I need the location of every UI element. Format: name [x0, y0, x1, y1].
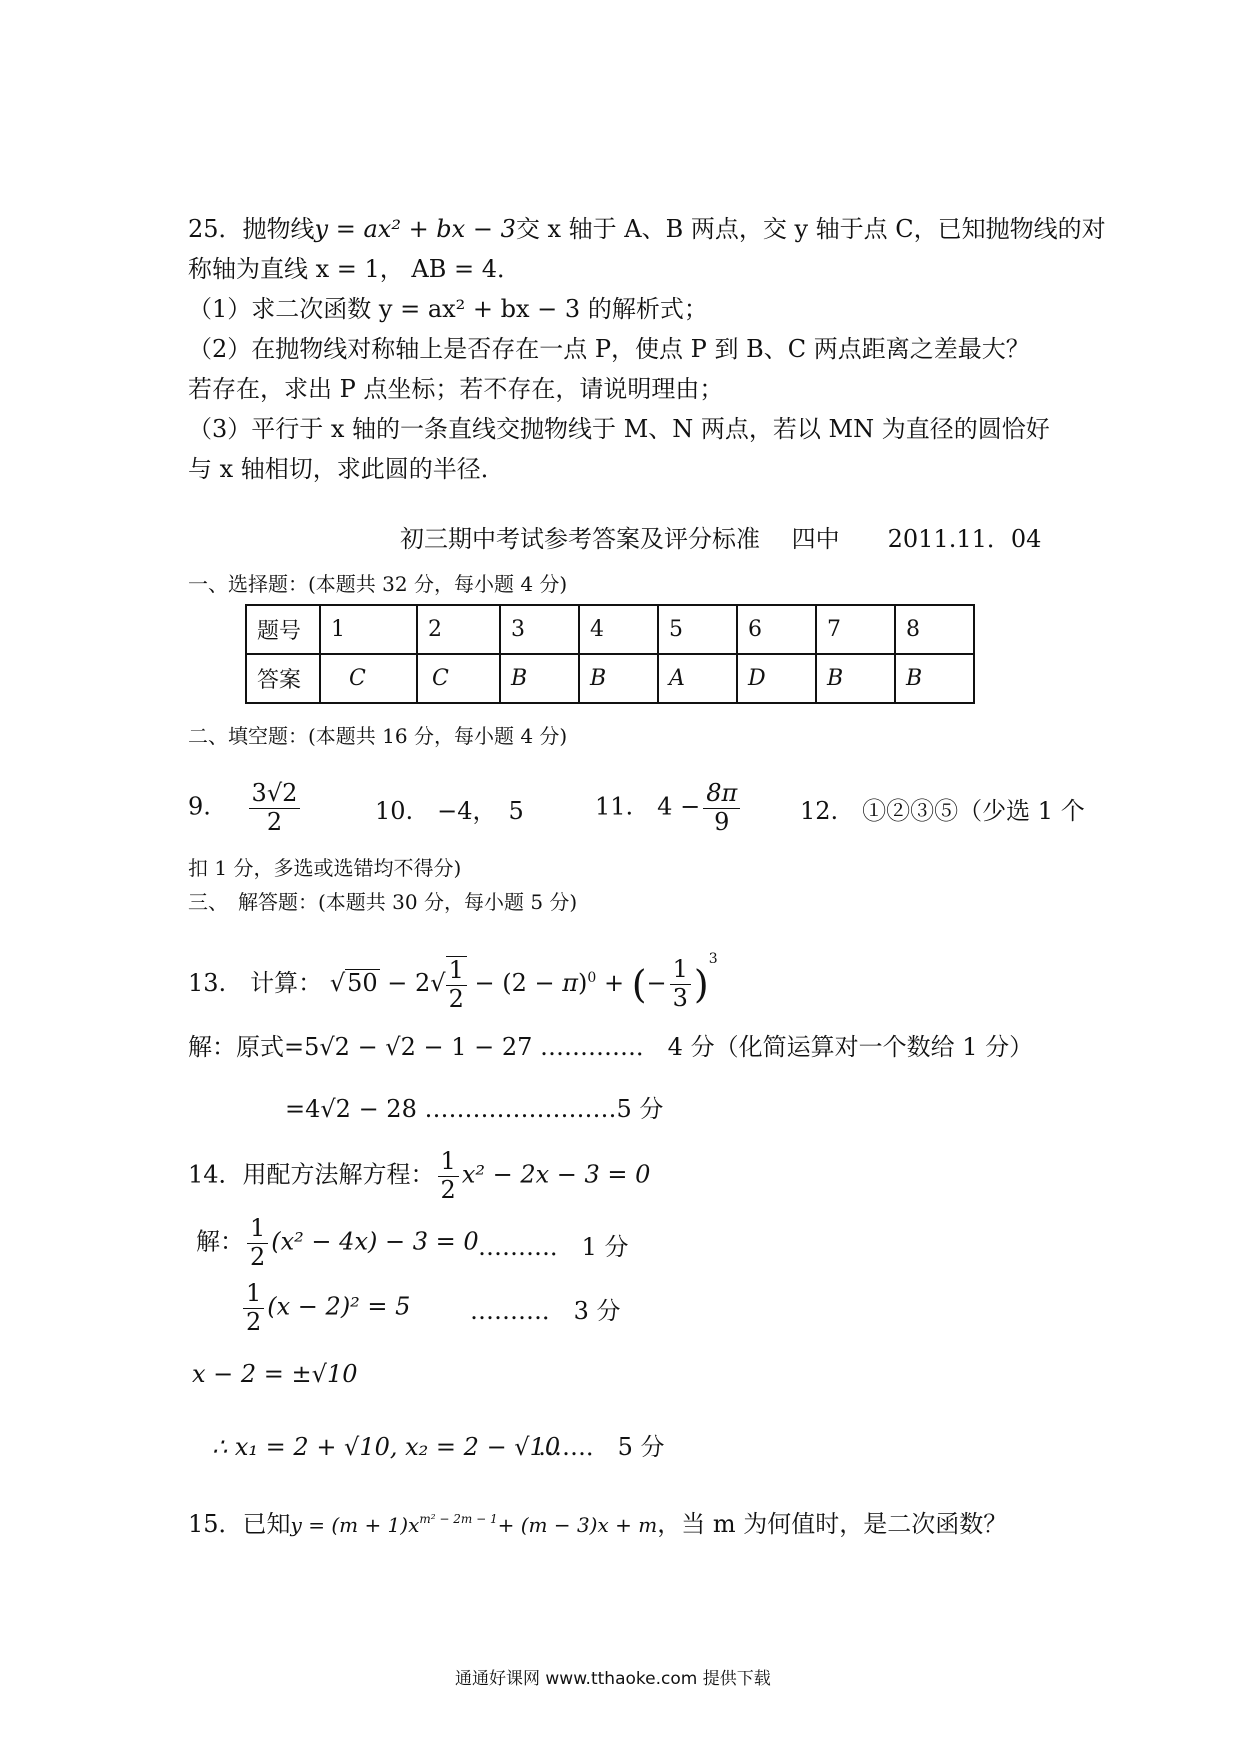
q14-step1-score: ………． 1 分 [478, 1233, 629, 1261]
q14-step3: x − 2 = ±√10 [192, 1360, 358, 1388]
section-3-heading: 三、 解答题：(本题共 30 分，每小题 5 分) [188, 890, 578, 914]
q9-numerator: 3√2 [249, 780, 301, 809]
table-cell: 4 [579, 605, 658, 654]
q14-step2-expression: (x − 2)² = 5 [267, 1292, 411, 1321]
q14-step1: 解： $\frac{1}{2}$ (x² − 4x) − 3 = 0 [196, 1214, 479, 1271]
q25-part3a: （3）平行于 x 轴的一条直线交抛物线于 M、N 两点，若以 MN 为直径的圆恰好 [188, 415, 1050, 443]
q25-line1-mid: 交 x 轴于 A、B 两点，交 y 轴于点 C，已知抛物线的对 [515, 215, 1106, 243]
table-header-cell: 题号 [246, 605, 320, 654]
q14-step4-score: ……． 5 分 [538, 1433, 665, 1461]
table-cell: B [816, 654, 895, 703]
q25-part3b: 与 x 轴相切，求此圆的半径． [188, 455, 505, 483]
section-1-heading: 一、选择题：(本题共 32 分，每小题 4 分) [188, 572, 568, 596]
q13-expression: √50 − 2√ $\frac{1}{2}$ − $(2 - \pi)^0$ + (− $\frac{1}{3}$ )$^3$ [329, 951, 718, 1013]
table-cell: B [500, 654, 579, 703]
q9-fraction [249, 780, 301, 836]
table-cell: B [579, 654, 658, 703]
q15-equation: y = (m + 1)x [290, 1513, 420, 1537]
table-cell: C [417, 654, 500, 703]
q14-step2-score: ………． 3 分 [470, 1297, 621, 1325]
table-cell: 5 [658, 605, 737, 654]
q15-equation-rest: + (m − 3)x + m [497, 1513, 658, 1537]
q11-denominator: 9 [714, 807, 730, 836]
q13-solution-line1: 解：原式=5√2 − √2 − 1 − 27 …………． 4 分（化简运算对一个数给 1 分） [188, 1033, 1034, 1061]
table-cell: C [320, 654, 417, 703]
q15-pre: 15．已知 [188, 1510, 291, 1538]
q25-part2b: 若存在，求出 P 点坐标；若不存在，请说明理由； [188, 375, 724, 403]
q25-part1: （1）求二次函数 y = ax² + bx − 3 的解析式； [188, 295, 708, 323]
section-2-heading: 二、填空题：(本题共 16 分，每小题 4 分) [188, 724, 568, 748]
q13-solution-line2: =4√2 − 28 ……………………5 分 [285, 1095, 664, 1123]
q11-fraction [703, 780, 740, 836]
q11-numerator: 8π [703, 780, 740, 809]
table-row-answers [246, 654, 974, 703]
q15-exponent: m² − 2m − 1 [419, 1512, 498, 1526]
q9-denominator: 2 [266, 807, 283, 836]
table-cell: 3 [500, 605, 579, 654]
table-cell: D [737, 654, 816, 703]
table-cell: 7 [816, 605, 895, 654]
q13-label: 13. 计算： [188, 969, 323, 997]
q15-problem [188, 1500, 1007, 1544]
q13-problem [188, 940, 718, 1013]
q11-label: 11. 4 − [595, 792, 701, 821]
q25-equation: y = ax² + bx − 3 [314, 215, 516, 243]
sqrt-half: $\frac{1}{2}$ [446, 956, 467, 1013]
q14-step4: ∴ x₁ = 2 + √10, x₂ = 2 − √10 [212, 1433, 561, 1461]
q15-post: ，当 m 为何值时，是二次函数？ [657, 1510, 1008, 1538]
answer-title: 初三期中考试参考答案及评分标准 四中 2011.11．04 [400, 525, 1042, 553]
answer-table [245, 604, 975, 704]
q14-equation: x² − 2x − 3 = 0 [461, 1160, 651, 1189]
fill-q12: 12. ①②③⑤（少选 1 个 [800, 797, 1085, 825]
q25-line1-pre: 25．抛物线 [188, 215, 315, 243]
q25-line1 [188, 210, 1106, 248]
table-cell: 1 [320, 605, 417, 654]
table-cell: 6 [737, 605, 816, 654]
fill-q9 [188, 780, 303, 836]
table-header-cell: 答案 [246, 654, 320, 703]
table-row-numbers [246, 605, 974, 654]
table-cell: 8 [895, 605, 974, 654]
q14-problem: 14．用配方法解方程： $\frac{1}{2}$ x² − 2x − 3 = 0 [188, 1147, 651, 1204]
q25-line2: 称轴为直线 x = 1， AB = 4． [188, 255, 522, 283]
fill-q10: 10. −4， 5 [375, 797, 524, 825]
table-cell: 2 [417, 605, 500, 654]
fill-q11 [595, 780, 743, 836]
q14-step1-expression: (x² − 4x) − 3 = 0 [271, 1227, 479, 1256]
fill-q12-continued: 扣 1 分，多选或选错均不得分) [188, 856, 462, 880]
q14-label: 14．用配方法解方程： [188, 1160, 435, 1189]
q14-step1-pre: 解： [196, 1227, 244, 1256]
q14-step2: $\frac{1}{2}$ (x − 2)² = 5 [240, 1280, 410, 1336]
page-footer: 通通好课网 www.tthaoke.com 提供下载 [455, 1669, 771, 1689]
table-cell: B [895, 654, 974, 703]
q9-label: 9. [188, 792, 211, 821]
q25-part2a: （2）在抛物线对称轴上是否存在一点 P，使点 P 到 B、C 两点距离之差最大？ [188, 335, 1030, 363]
table-cell: A [658, 654, 737, 703]
